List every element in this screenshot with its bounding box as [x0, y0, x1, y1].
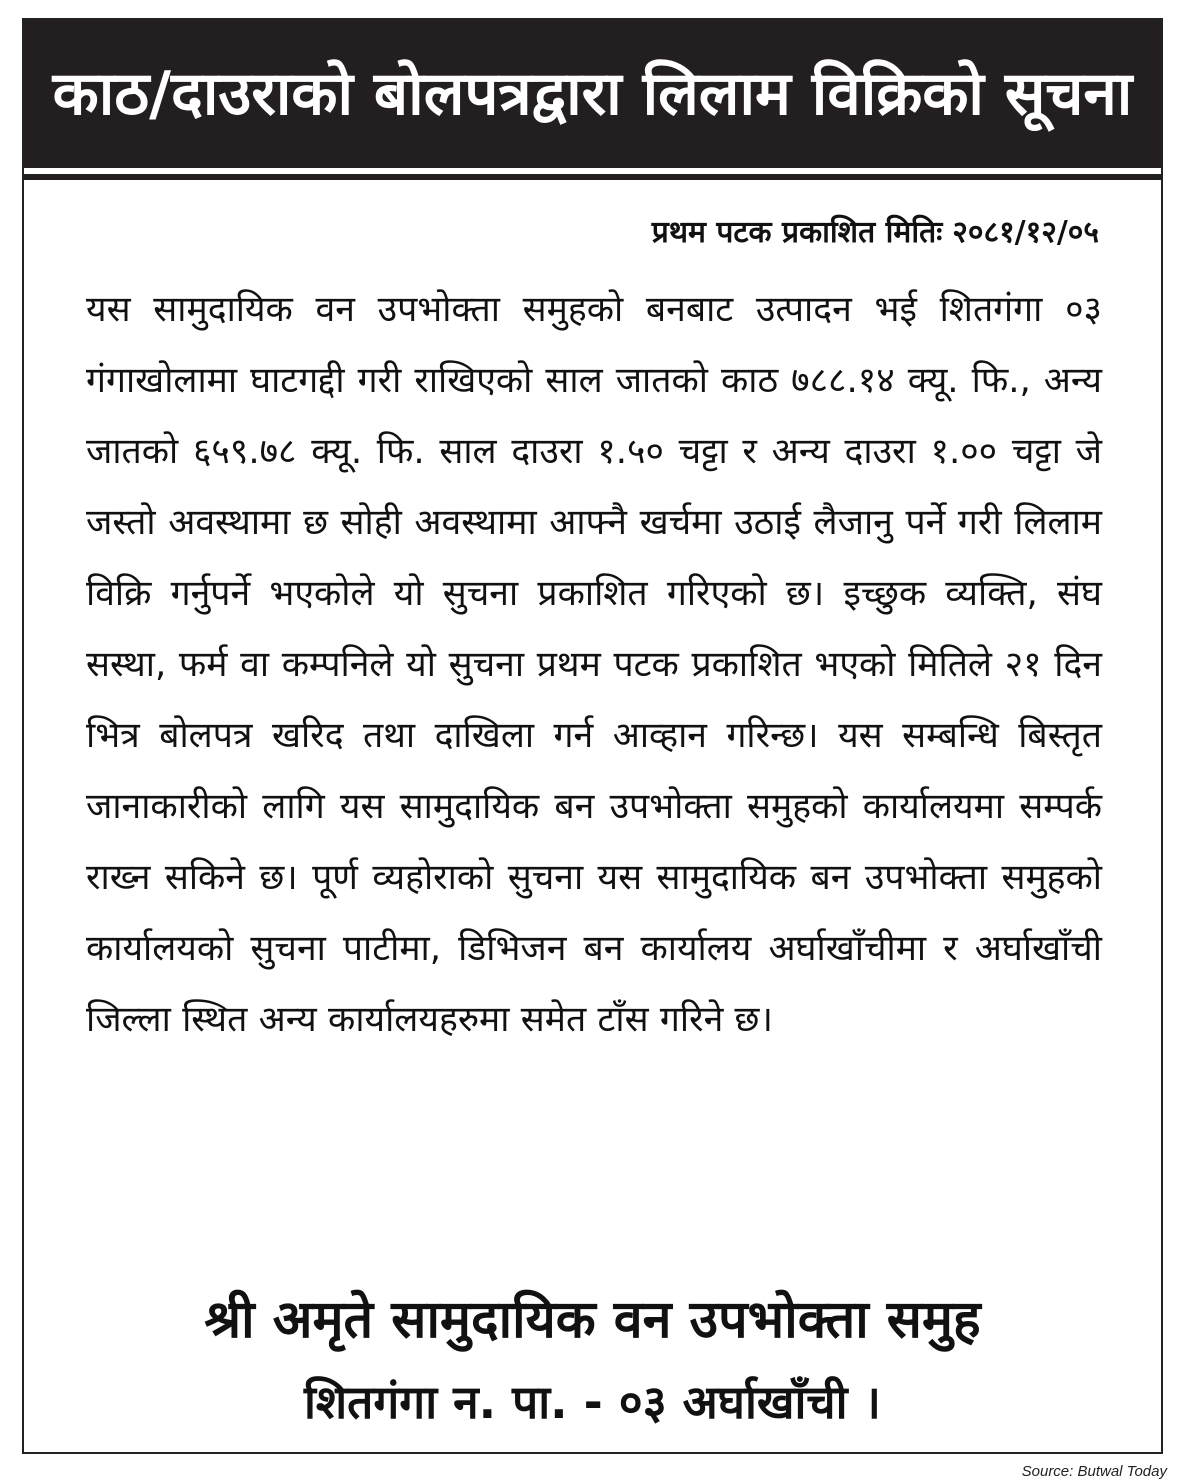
- notice-frame: [22, 18, 1163, 1454]
- notice-title: काठ/दाउराको बोलपत्रद्वारा लिलाम विक्रिको सूचना: [52, 59, 1133, 129]
- publication-date-label: प्रथम पटक प्रकाशित मितिः: [651, 215, 943, 250]
- source-credit: Source: Butwal Today: [1021, 1463, 1167, 1480]
- publication-date-value: २०८१/१२/०५: [952, 215, 1099, 250]
- publication-date: [652, 210, 1099, 251]
- title-divider: [24, 174, 1161, 180]
- title-bar: [24, 20, 1161, 168]
- notice-body: यस सामुदायिक वन उपभोक्ता समुहको बनबाट उत्पादन भई शितगंगा ०३ गंगाखोलामा घाटगद्दी गरी राखिएको साल जातको काठ ७८८.१४ क्यू. फि., अन्य जातको ६५९.७८ क्यू. फि. साल दाउरा १.५० चट्टा र अन्य दाउरा १.०० चट्टा जे जस्तो अवस्थामा छ सोही अवस्थामा आफ्नै खर्चमा उठाई लैजानु पर्ने गरी लिलाम विक्रि गर्नुपर्ने भएकोले यो सुचना प्रकाशित गरिएको छ। इच्छुक व्यक्ति, संघ सस्था, फर्म वा कम्पनिले यो सुचना प्रथम पटक प्रकाशित भएको मितिले २१ दिन भित्र बोलपत्र खरिद तथा दाखिला गर्न आव्हान गरिन्छ। यस सम्बन्धि बिस्तृत जानाकारीको लागि यस सामुदायिक बन उपभोक्ता समुहको कार्यालयमा सम्पर्क राख्न सकिने छ। पूर्ण व्यहोराको सुचना यस सामुदायिक बन उपभोक्ता समुहको कार्यालयको सुचना पाटीमा, डिभिजन बन कार्यालय अर्घाखाँचीमा र अर्घाखाँची जिल्ला स्थित अन्य कार्यालयहरुमा समेत टाँस गरिने छ।: [86, 289, 1102, 1040]
- organization-name: श्री अमृते सामुदायिक वन उपभोक्ता समुह: [204, 1290, 981, 1350]
- organization-address: शितगंगा न. पा. - ०३ अर्घाखाँची ।: [303, 1375, 881, 1429]
